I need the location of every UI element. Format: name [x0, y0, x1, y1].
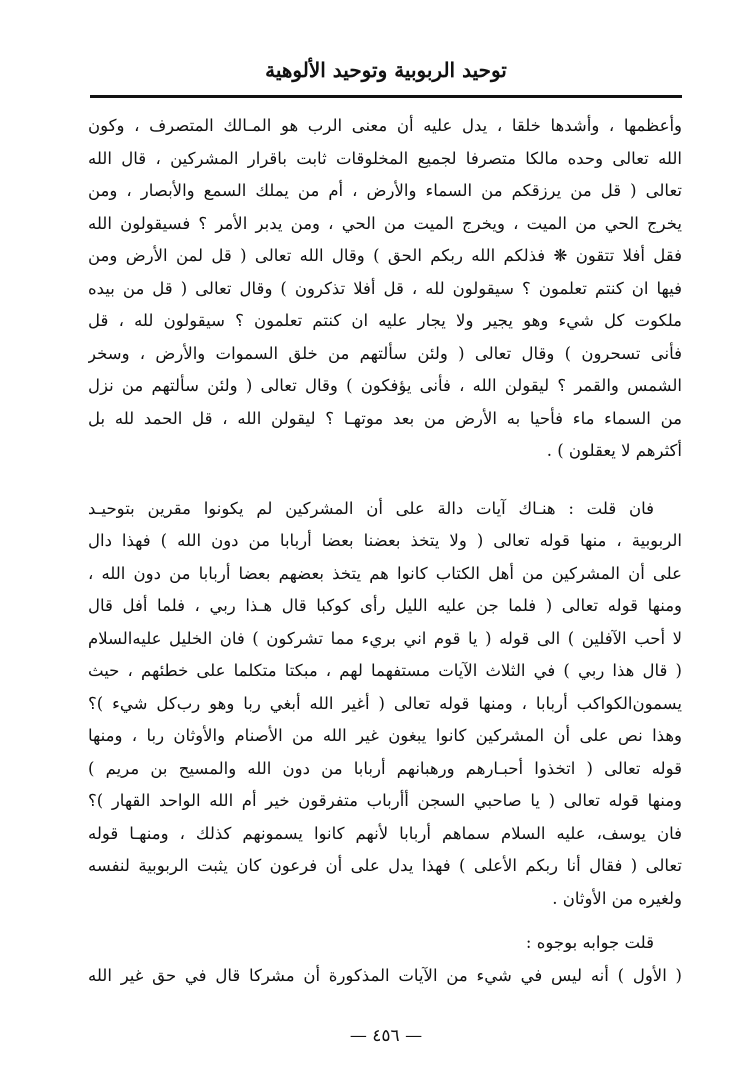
text-line: ملكوت كل شيء وهو يجير ولا يجار عليه ان كنتم تعلمون ؟ سيقولون لله ، قل: [88, 311, 682, 330]
text-line: قلت جوابه بوجوه :: [525, 933, 654, 952]
text-line: ( الأول ) أنه ليس في شيء من الآيات المذكورة أن مشركا قال في حق غير الله: [88, 965, 682, 985]
page-number: — ٤٥٦ —: [349, 1026, 423, 1046]
text-line: فيها ان كنتم تعلمون ؟ سيقولون لله ، قل أفلا تذكرون ) وقال تعالى ( قل من بيده: [88, 278, 682, 298]
text-line: فقل أفلا تتقون ❋ فذلكم الله ربكم الحق ) وقال الله تعالى ( قل لمن الأرض ومن: [88, 246, 682, 265]
page-body: [88, 110, 682, 992]
paragraph-3: [88, 927, 682, 960]
text-line: يسمون‌الكواكب أربابا ، ومنها قوله تعالى ( أغير الله أبغي ربا وهو رب‌كل شيء )؟: [88, 693, 682, 713]
text-line: ولغيره من الأوثان .: [552, 888, 682, 908]
text-line: يخرج الحي من الميت ، ويخرج الميت من الحي ، ومن يدبر الأمر ؟ فسيقولون الله: [88, 213, 682, 233]
text-line: وهذا نص على أن المشركين كانوا يبغون غير الله من الأصنام والأوثان ربا ، ومنها: [88, 726, 682, 745]
text-line: وأعظمها ، وأشدها خلقا ، يدل عليه أن معنى الرب هو المـالك المتصرف ، وكون: [88, 116, 682, 135]
text-line: الشمس والقمر ؟ ليقولن الله ، فأنى يؤفكون ) وقال تعالى ( ولئن سألتهم من نزل: [88, 376, 682, 395]
paragraph-spacer: [88, 468, 682, 493]
text-line: على أن المشركين من أهل الكتاب كانوا هم يتخذ بعضهم بعضا أربابا من دون الله ،: [88, 563, 682, 583]
paragraph-4: [88, 960, 682, 993]
text-line: فان يوسف، عليه السلام سماهم أربابا لأنهم كانوا يسمونهم كذلك ، ومنهـا قوله: [88, 823, 682, 843]
text-line: الربوبية ، منها قوله تعالى ( ولا يتخذ بعضنا بعضا أربابا من دون الله ) فهذا دال: [88, 531, 682, 550]
text-line: أكثرهم لا يعقلون ) .: [546, 441, 682, 460]
text-line: ومنها قوله تعالى ( يا صاحبي السجن أأرباب متفرقون خير أم الله الواحد القهار )؟: [88, 791, 682, 810]
paragraph-1: [88, 110, 682, 468]
running-header: توحيد الربوبية وتوحيد الألوهية: [265, 58, 507, 82]
paragraph-spacer: [88, 915, 682, 927]
paragraph-2: [88, 493, 682, 916]
text-line: لا أحب الآفلين ) الى قوله ( يا قوم اني بريء مما تشركون ) فان الخليل عليه‌السلام: [88, 628, 682, 648]
header-rule: [90, 95, 682, 98]
text-line: تعالى ( فقال أنا ربكم الأعلى ) فهذا يدل على أن فرعون كان يثبت الربوبية لنفسه: [88, 856, 682, 875]
text-line: فأنى تسحرون ) وقال تعالى ( ولئن سألتهم من خلق السموات والأرض ، وسخر: [88, 343, 682, 363]
text-line: من السماء ماء فأحيا به الأرض من بعد موتهـا ؟ ليقولن الله ، قل الحمد لله بل: [88, 408, 682, 428]
text-line: قوله تعالى ( اتخذوا أحبـارهم ورهبانهم أربابا من دون الله والمسيح بن مريم ): [88, 758, 682, 778]
text-line: ومنها قوله تعالى ( فلما جن عليه الليل رأى كوكبا قال هـذا ربي ، فلما أفل قال: [88, 596, 682, 615]
text-line: فان قلت : هنـاك آيات دالة على أن المشركين لم يكونوا مقرين بتوحيـد: [88, 498, 654, 518]
text-line: ( قال هذا ربي ) في الثلاث الآيات مستفهما لهم ، مبكتا متكلما على خطئهم ، حيث: [88, 661, 682, 680]
text-line: تعالى ( قل من يرزقكم من السماء والأرض ، أم من يملك السمع والأبصار ، ومن: [88, 181, 682, 200]
text-line: الله تعالى وحده مالكا متصرفا لجميع المخلوقات ثابت باقرار المشركين ، قال الله: [88, 148, 682, 168]
